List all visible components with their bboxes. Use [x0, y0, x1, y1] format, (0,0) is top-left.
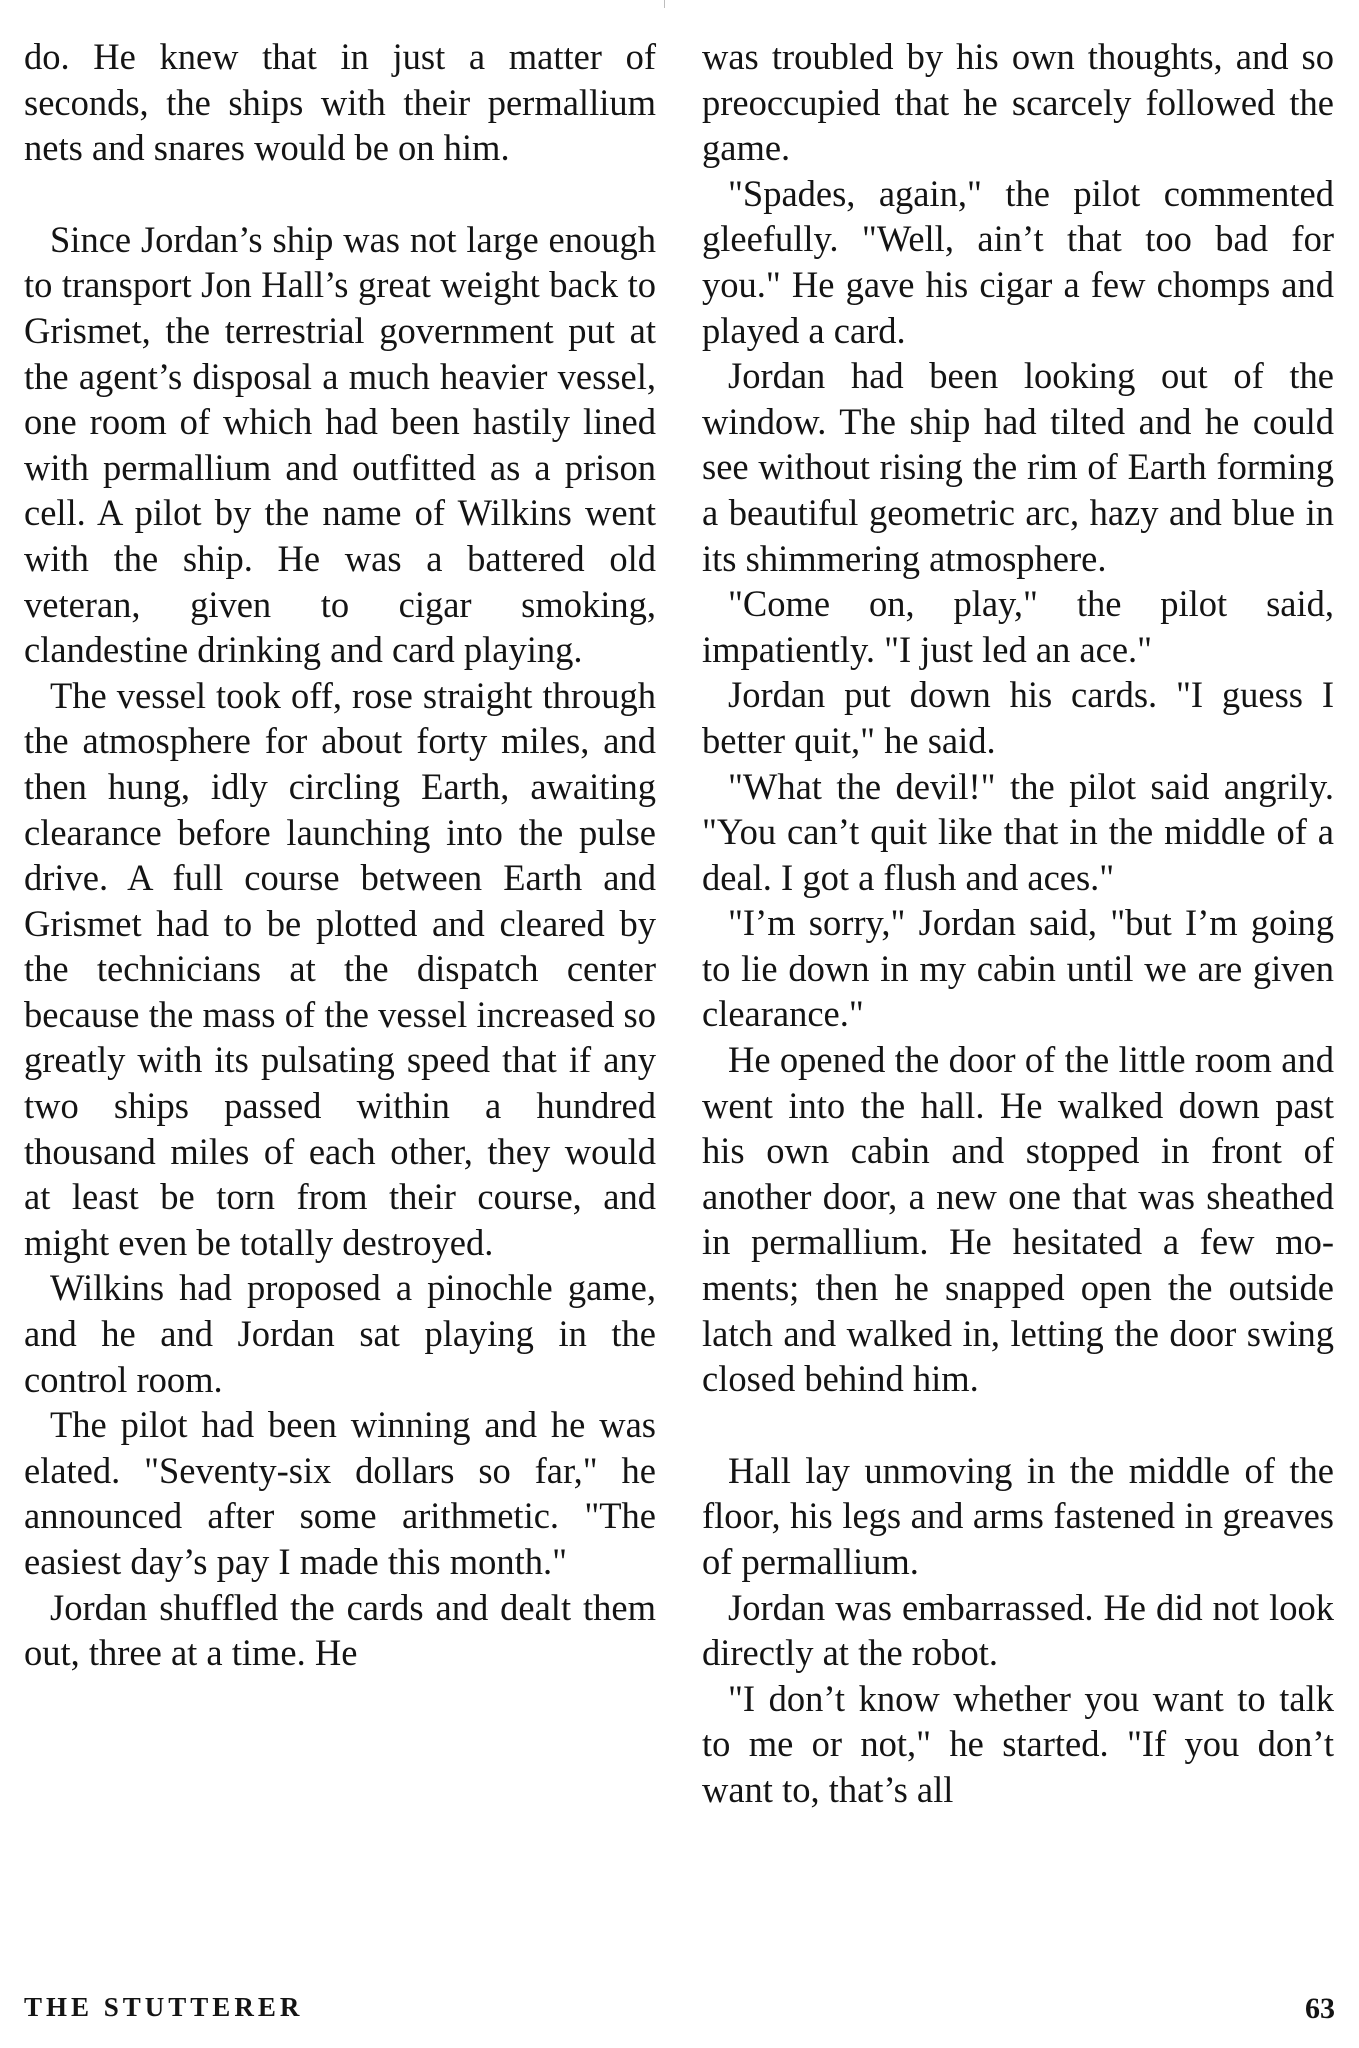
- paragraph: He opened the door of the little room and went into the hall. He walked down past his own cabin and stopped in front of another door, a new one that was sheathed in permallium. He hesitated a few moments; then he snapped open the outside latch and walked in, letting the door swing closed behind him.: [702, 1039, 1334, 1400]
- paragraph: "Come on, play," the pilot said, impatiently. "I just led an ace.": [702, 583, 1334, 670]
- paragraph: The vessel took off, rose straight through the atmosphere for about forty miles, and then hung, idly circling Earth, awaiting clearance before launching into the pulse drive. A full course between Earth and Grismet had to be plotted and cleared by the technicians at the dispatch center because the mass of the vessel increased so greatly with its pulsating speed that if any two ships passed within a hundred thousand miles of each other, they would at least be torn from their course, and might even be totally destroyed.: [24, 674, 656, 1263]
- column-divider: [664, 0, 665, 8]
- paragraph: "I’m sorry," Jordan said, "but I’m going to lie down in my cabin until we are given clearance.": [702, 902, 1334, 1035]
- paragraph: Jordan put down his cards. "I guess I better quit," he said.: [702, 674, 1334, 761]
- paragraph: Since Jordan’s ship was not large enough to transport Jon Hall’s great weight back to Grismet, the terrestrial government put at the agent’s disposal a much heavier vessel, one room of which had been hastily lined with permallium and outfitted as a prison cell. A pilot by the name of Wilkins went with the ship. He was a battered old veteran, given to cigar smoking, clandestine drinking and card playing.: [24, 218, 656, 671]
- right-column: [702, 34, 1334, 1813]
- left-column: [24, 34, 656, 1676]
- running-title: THE STUTTERER: [24, 1992, 304, 2022]
- paragraph: Jordan had been looking out of the window. The ship had tilted and he could see without rising the rim of Earth forming a beautiful geometric arc, hazy and blue in its shimmering atmosphere.: [702, 355, 1334, 579]
- paragraph: "Spades, again," the pilot commented gleefully. "Well, ain’t that too bad for you." He gave his cigar a few chomps and played a card.: [702, 172, 1334, 351]
- paragraph: "What the devil!" the pilot said angrily. "You can’t quit like that in the middle of a deal. I got a flush and aces.": [702, 765, 1334, 898]
- paragraph: Jordan shuffled the cards and dealt them out, three at a time. He: [24, 1586, 656, 1674]
- paragraph: "I don’t know whether you want to talk to me or not," he started. "If you don’t want to, that’s all: [702, 1677, 1334, 1810]
- paragraph: Wilkins had proposed a pinochle game, and he and Jordan sat playing in the control room.: [24, 1267, 656, 1400]
- paragraph: Jordan was embarrassed. He did not look directly at the robot.: [702, 1586, 1334, 1674]
- page-number: 63: [1305, 1992, 1335, 2025]
- paragraph: Hall lay unmoving in the middle of the floor, his legs and arms fastened in greaves of permallium.: [702, 1449, 1334, 1582]
- paragraph: was troubled by his own thoughts, and so preoccupied that he scarcely followed the game.: [702, 36, 1334, 169]
- page-footer: [24, 1992, 1335, 2032]
- paragraph: The pilot had been winning and he was elated. "Seventy-six dollars so far," he announced after some arithmetic. "The easiest day’s pay I made this month.": [24, 1404, 656, 1582]
- paragraph: do. He knew that in just a matter of seconds, the ships with their permallium nets and snares would be on him.: [24, 36, 656, 169]
